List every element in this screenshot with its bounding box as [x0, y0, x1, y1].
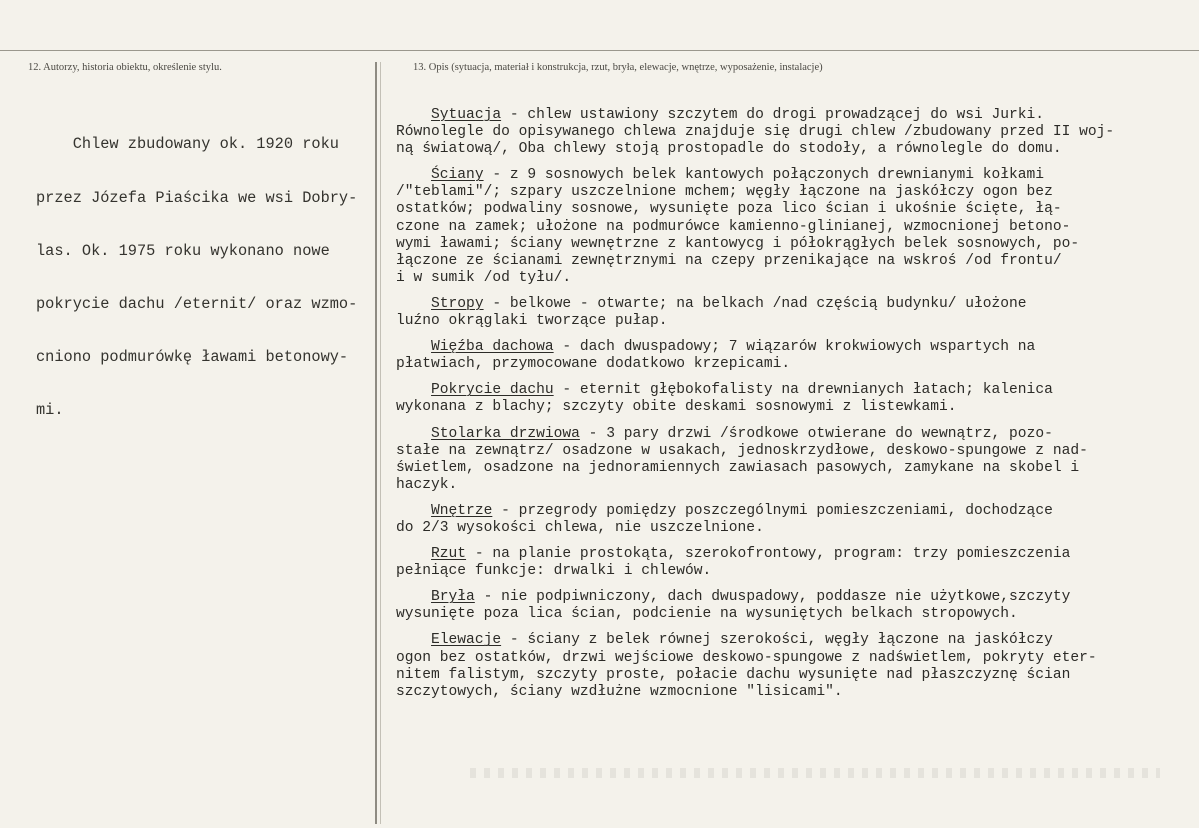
section-line: Rzut - na planie prostokąta, szerokofrontowy, program: trzy pomieszczenia — [431, 546, 1071, 563]
left-line: Chlew zbudowany ok. 1920 roku — [36, 135, 339, 154]
left-line: przez Józefa Piaścika we wsi Dobry- — [36, 188, 358, 207]
section-line: Elewacje - ściany z belek równej szerokości, węgły łączone na jaskółczy — [431, 632, 1053, 649]
section-term: Stolarka drzwiowa — [431, 425, 580, 442]
section-term: Więźba dachowa — [431, 339, 554, 356]
section-3 — [396, 339, 1191, 373]
section-term: Sytuacja — [431, 107, 502, 123]
section-line: Sytuacja - chlew ustawiony szczytem do drogi prowadzącej do wsi Jurki. — [431, 107, 1045, 123]
section-line: wykonana z blachy; szczyty obite deskami sosnowymi z listewkami. — [396, 399, 957, 416]
header-rule — [0, 50, 1199, 51]
field-13-label: 13. Opis (sytuacja, materiał i konstrukcja, rzut, bryła, elewacje, wnętrze, wyposażenie, instalacje) — [413, 62, 823, 73]
section-line: /"teblami"/; szpary uszczelnione mchem; węgły łączone na jaskółczy ogon bez — [396, 184, 1053, 201]
section-line: do 2/3 wysokości chlewa, nie uszczelnione. — [396, 519, 764, 536]
section-line: pełniące funkcje: drwalki i chlewów. — [396, 563, 712, 580]
section-line: haczyk. — [396, 476, 458, 493]
section-9 — [396, 632, 1191, 700]
left-line: las. Ok. 1975 roku wykonano nowe — [36, 241, 330, 260]
left-line: mi. — [36, 400, 64, 419]
section-line: i w sumik /od tyłu/. — [396, 269, 572, 286]
description-text — [396, 107, 1191, 710]
section-line: nitem falistym, szczyty proste, połacie dachu wysunięte nad płaszczyznę ścian — [396, 666, 1071, 683]
section-line: czone na zamek; ułożone na podmurówce kamienno-glinianej, wzmocnionej betono- — [396, 218, 1071, 235]
section-line: wysunięte poza lica ścian, podcienie na wysuniętych belkach stropowych. — [396, 606, 1018, 623]
column-divider — [375, 62, 377, 824]
section-6 — [396, 503, 1191, 537]
field-12-label: 12. Autorzy, historia obiektu, określenie stylu. — [28, 62, 222, 73]
section-4 — [396, 382, 1191, 416]
section-term: Ściany — [431, 167, 484, 184]
authors-history-text — [36, 101, 366, 455]
section-line: Pokrycie dachu - eternit głębokofalisty na drewnianych łatach; kalenica — [431, 382, 1053, 399]
section-line: płatwiach, przymocowane dodatkowo krzepicami. — [396, 356, 791, 373]
section-line: Bryła - nie podpiwniczony, dach dwuspadowy, poddasze nie użytkowe,szczyty — [431, 589, 1071, 606]
section-term: Elewacje — [431, 632, 502, 649]
section-line: ogon bez ostatków, drzwi wejściowe deskowo-spungowe z nadświetlem, pokryty eter- — [396, 649, 1097, 666]
section-5 — [396, 426, 1191, 494]
section-line: stałe na zewnątrz/ osadzone w usakach, jednoskrzydłowe, deskowo-spungowe z nad- — [396, 442, 1088, 459]
section-line: ną światową/, Oba chlewy stoją prostopadle do stodoły, a równolegle do domu. — [396, 141, 1062, 158]
section-line: świetlem, osadzone na jednoramiennych zawiasach pasowych, zamykane na skobel i — [396, 459, 1080, 476]
section-line: Więźba dachowa - dach dwuspadowy; 7 wiązarów krokwiowych wspartych na — [431, 339, 1036, 356]
section-0 — [396, 107, 1191, 158]
section-term: Rzut — [431, 546, 467, 563]
section-8 — [396, 589, 1191, 623]
section-line: szczytowych, ściany wzdłużne wzmocnione "lisicami". — [396, 683, 843, 700]
section-term: Stropy — [431, 295, 484, 312]
section-2 — [396, 296, 1191, 330]
section-1 — [396, 167, 1191, 287]
section-line: Wnętrze - przegrody pomiędzy poszczególnymi pomieszczeniami, dochodzące — [431, 502, 1053, 519]
section-line: Stolarka drzwiowa - 3 pary drzwi /środkowe otwierane do wewnątrz, pozo- — [431, 425, 1053, 442]
section-line: Równolegle do opisywanego chlewa znajduje się drugi chlew /zbudowany przed II woj- — [396, 124, 1115, 141]
section-line: Ściany - z 9 sosnowych belek kantowych połączonych drewnianymi kołkami — [431, 167, 1045, 184]
left-line: pokrycie dachu /eternit/ oraz wzmo- — [36, 294, 358, 313]
section-line: wymi ławami; ściany wewnętrzne z kantowycg i półokrągłych belek sosnowych, po- — [396, 235, 1080, 252]
left-line: cniono podmurówkę ławami betonowy- — [36, 347, 349, 366]
section-line: luźno okrąglaki tworzące pułap. — [396, 313, 668, 330]
bleed-through-text — [470, 768, 1160, 778]
section-7 — [396, 546, 1191, 580]
section-line: Stropy - belkowe - otwarte; na belkach /nad częścią budynku/ ułożone — [431, 295, 1027, 312]
section-line: ostatków; podwaliny sosnowe, wysunięte poza lico ścian i ukośnie ścięte, łą- — [396, 201, 1062, 218]
section-term: Wnętrze — [431, 502, 493, 519]
column-divider-shadow — [380, 62, 381, 824]
section-line: łączone ze ścianami zewnętrznymi na czepy przenikające na wskroś /od frontu/ — [396, 252, 1062, 269]
section-term: Bryła — [431, 589, 475, 606]
section-term: Pokrycie dachu — [431, 382, 554, 399]
